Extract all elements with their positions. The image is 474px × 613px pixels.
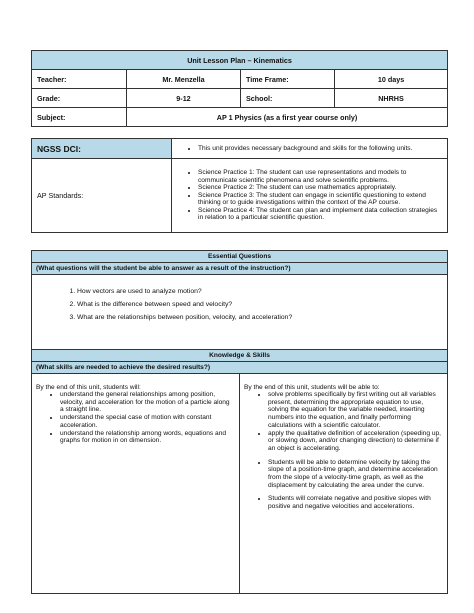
- skills-intro: By the end of this unit, students will be able to:: [244, 384, 380, 391]
- unit-header-table: [31, 50, 448, 127]
- ngss-label: NGSS DCI:: [32, 139, 172, 159]
- skill-item: • apply the qualitative definition of acceleration (speeding up, or slowing down, and/or changing direction) to determine if an object is accelerating.: [268, 430, 443, 453]
- teacher-value: Mr. Menzella: [127, 70, 241, 89]
- skill-item: • Students will correlate negative and positive slopes with positive and negative velocities and accelerations.: [268, 495, 443, 510]
- grade-label: Grade:: [32, 89, 127, 108]
- grade-value: 9-12: [127, 89, 241, 108]
- ngss-content: [172, 139, 448, 159]
- essential-questions-title: Essential Questions: [32, 251, 448, 263]
- standards-table: [31, 138, 448, 233]
- school-label: School:: [241, 89, 335, 108]
- essential-questions-subtitle: (What questions will the student be able to answer as a result of the instruction?): [32, 263, 448, 275]
- school-value: NHRHS: [335, 89, 448, 108]
- essential-question-item: 1. How vectors are used to analyze motion?: [77, 285, 442, 298]
- knowledge-intro: By the end of this unit, students will:: [36, 384, 141, 391]
- teacher-label: Teacher:: [32, 70, 127, 89]
- subject-value: AP 1 Physics (as a first year course only): [127, 108, 448, 127]
- ap-standard-item: • Science Practice 2: The student can use mathematics appropriately.: [198, 184, 443, 192]
- ap-standard-item: • Science Practice 1: The student can use representations and models to communicate scientific phenomena and solve scientific problems.: [198, 169, 443, 184]
- essential-question-item: 2. What is the difference between speed and velocity?: [77, 298, 442, 311]
- knowledge-skills-title: Knowledge & Skills: [32, 350, 448, 362]
- essential-knowledge-table: [31, 250, 448, 594]
- knowledge-item: • understand the relationship among words, equations and graphs for motion in on dimension.: [60, 430, 235, 445]
- unit-title: Unit Lesson Plan – Kinematics: [32, 51, 448, 70]
- ngss-item: • This unit provides necessary background and skills for the following units.: [198, 145, 443, 153]
- subject-label: Subject:: [32, 108, 127, 127]
- ap-standards-content: [172, 159, 448, 233]
- knowledge-skills-subtitle: (What skills are needed to achieve the desired results?): [32, 362, 448, 374]
- timeframe-value: 10 days: [335, 70, 448, 89]
- skills-column: [240, 374, 448, 594]
- knowledge-item: • understand the general relationships among position, velocity, and acceleration for the motion of a particle along a straight line.: [60, 391, 235, 414]
- ap-standards-label: AP Standards:: [32, 159, 172, 233]
- knowledge-column: [32, 374, 240, 594]
- essential-questions-list-cell: [32, 275, 448, 350]
- ap-standard-item: • Science Practice 3: The student can engage in scientific questioning to extend thinking or to guide investigations within the context of the AP course.: [198, 192, 443, 207]
- timeframe-label: Time Frame:: [241, 70, 335, 89]
- essential-question-item: 3. What are the relationships between position, velocity, and acceleration?: [77, 311, 442, 324]
- skill-item: • solve problems specifically by first writing out all variables present, determining the appropriate equation to use, solving the equation for the variable needed, inserting numbers into the equation, and finally performing calculations with a scientific calculator.: [268, 391, 443, 430]
- knowledge-item: • understand the special case of motion with constant acceleration.: [60, 414, 235, 429]
- skill-item: • Students will be able to determine velocity by taking the slope of a position-time graph, and determine acceleration from the slope of a velocity-time graph, as well as the displacement by calculating the area under the curve.: [268, 459, 443, 490]
- ap-standard-item: • Science Practice 4: The student can plan and implement data collection strategies in relation to a particular scientific question.: [198, 207, 443, 222]
